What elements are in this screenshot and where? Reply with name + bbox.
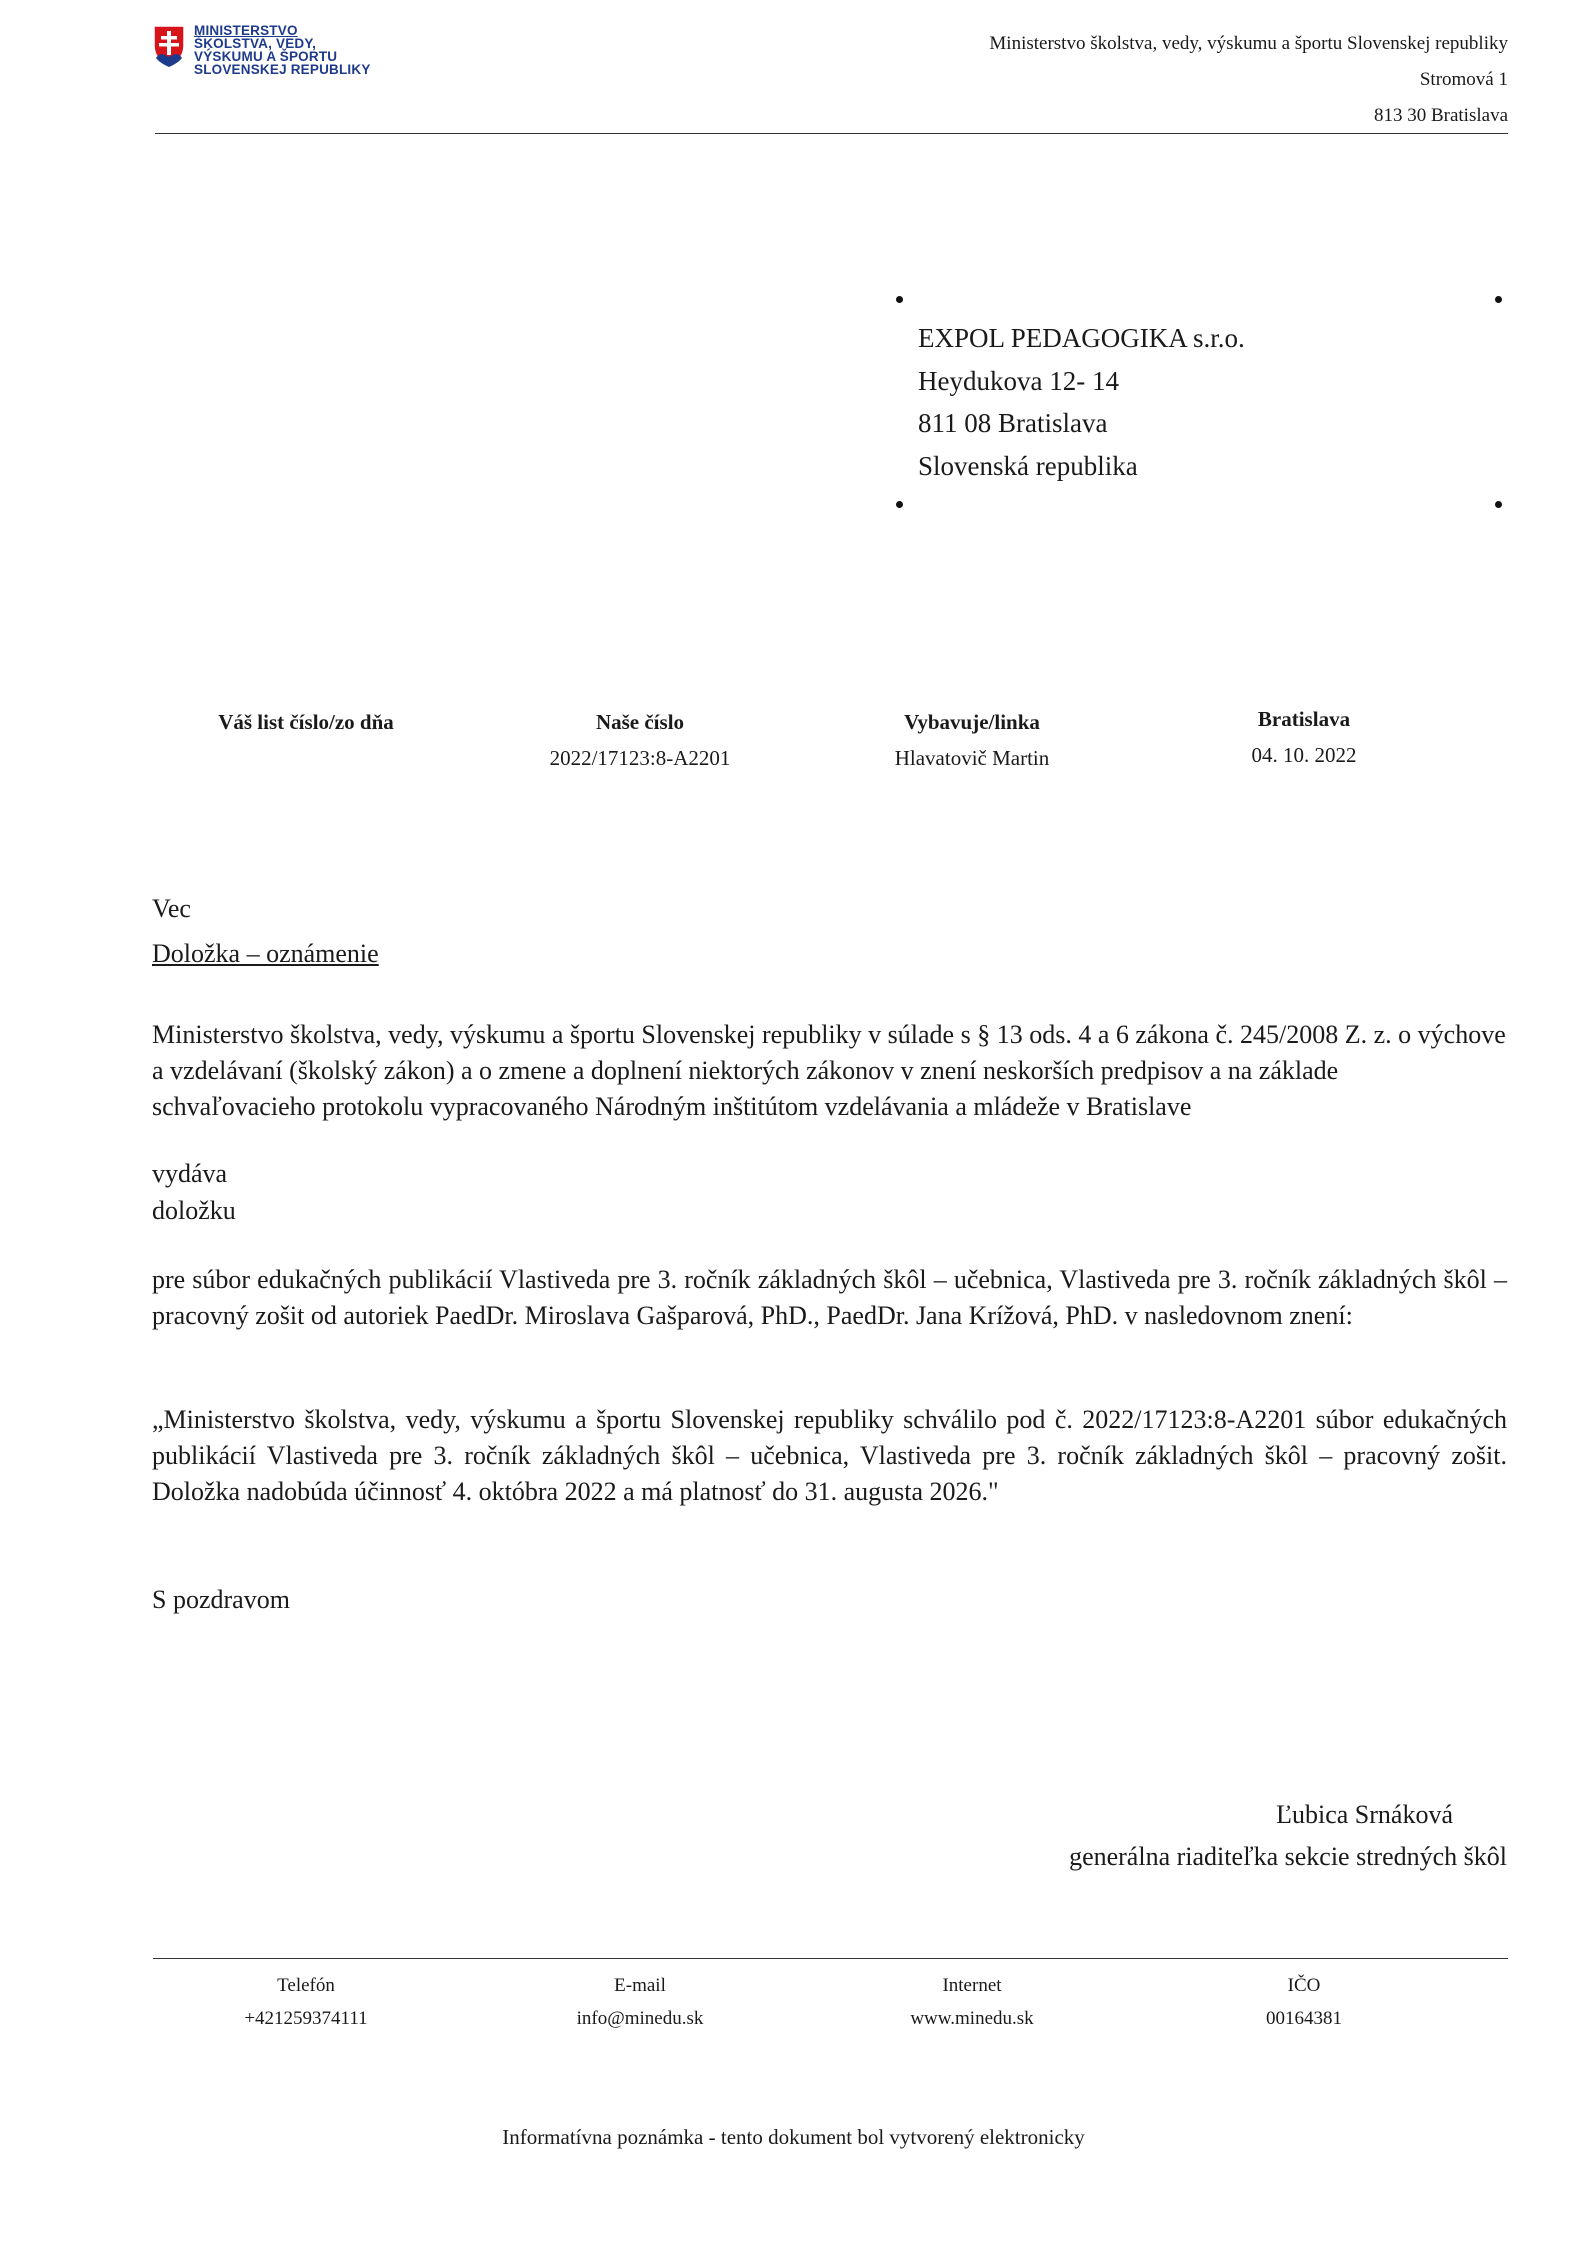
body-paragraph-2: pre súbor edukačných publikácií Vlastiveda pre 3. ročník základných škôl – učebnica, Vlastiveda pre 3. ročník základných škôl – pracovný zošit od autoriek PaedDr. Miroslava Gašparová, PhD., PaedDr. Jana Krížová, PhD. v nasledovnom znení:	[152, 1265, 1507, 1330]
body-issues: vydáva	[152, 1159, 228, 1188]
ref-place-date	[1154, 701, 1454, 773]
logo-line: MINISTERSTVO	[194, 23, 298, 38]
footer-ico-value: 00164381	[1266, 2008, 1342, 2029]
closing-greeting: S pozdravom	[152, 1585, 290, 1614]
sender-address	[989, 26, 1508, 134]
ref-handled-by	[822, 704, 1122, 776]
footer-divider	[153, 1958, 1508, 1959]
recipient-line: 811 08 Bratislava	[918, 408, 1108, 438]
signature-block	[1069, 1794, 1507, 1878]
ref-our-number-label: Naše číslo	[595, 710, 685, 734]
footer-phone	[156, 1969, 456, 2035]
logo-wordmark	[194, 24, 371, 76]
ref-your-letter	[156, 704, 456, 740]
ref-handled-by-value: Hlavatovič Martin	[894, 746, 1050, 770]
ref-our-number-value: 2022/17123:8-A2201	[549, 746, 731, 770]
recipient-line: Slovenská republika	[918, 450, 1138, 481]
sender-street: Stromová 1	[1419, 69, 1508, 90]
recipient-line: EXPOL PEDAGOGIKA s.r.o.	[918, 323, 1245, 353]
ref-place: Bratislava	[1257, 707, 1351, 731]
window-mark-top-left	[896, 296, 903, 303]
footer-web	[822, 1969, 1122, 2035]
logo-line: SLOVENSKEJ REPUBLIKY	[194, 62, 371, 77]
footer-web-label: Internet	[942, 1975, 1002, 1996]
body-paragraph-3: „Ministerstvo školstva, vedy, výskumu a športu Slovenskej republiky schválilo pod č. 2022/17123:8-A2201 súbor edukačných publikácií Vlastiveda pre 3. ročník základných škôl – učebnica, Vlastiveda pre 3. ročník základných škôl – pracovný zošit. Doložka nadobúda účinnosť 4. októbra 2022 a má platnosť do 31. augusta 2026."	[152, 1405, 1507, 1506]
ref-our-number	[490, 704, 790, 776]
window-mark-bottom-right	[1495, 501, 1502, 508]
informative-note: Informatívna poznámka - tento dokument bol vytvorený elektronicky	[502, 2125, 1085, 2149]
body-clause: doložku	[152, 1196, 236, 1225]
footer-email	[490, 1969, 790, 2035]
sender-city: 813 30 Bratislava	[1373, 105, 1508, 126]
recipient-line: Heydukova 12- 14	[918, 365, 1119, 396]
footer-phone-value: +421259374111	[244, 2008, 368, 2029]
signatory-name: Ľubica Srnáková	[1276, 1800, 1453, 1829]
signatory-title: generálna riaditeľka sekcie stredných škôl	[1069, 1842, 1507, 1871]
slovak-emblem-icon	[152, 24, 186, 68]
logo-line: VÝSKUMU A ŠPORTU	[194, 49, 338, 64]
ministry-logo	[152, 22, 371, 92]
ref-date: 04. 10. 2022	[1251, 743, 1357, 767]
recipient-address	[918, 317, 1245, 487]
window-mark-top-right	[1495, 296, 1502, 303]
window-mark-bottom-left	[896, 501, 903, 508]
sender-org-name: Ministerstvo školstva, vedy, výskumu a športu Slovenskej republiky	[989, 33, 1508, 54]
subject-title: Doložka – oznámenie	[152, 939, 379, 968]
header-divider	[155, 133, 1508, 134]
subject-label: Vec	[152, 894, 191, 923]
logo-line: ŠKOLSTVA, VEDY,	[194, 36, 317, 51]
footer-phone-label: Telefón	[277, 1975, 335, 1996]
footer-ico	[1154, 1969, 1454, 2035]
body-paragraph-1: Ministerstvo školstva, vedy, výskumu a športu Slovenskej republiky v súlade s § 13 ods. 4 a 6 zákona č. 245/2008 Z. z. o výchove a vzdelávaní (školský zákon) a o zmene a doplnení niektorých zákonov v znení neskorších predpisov a na základe schvaľovacieho protokolu vypracovaného Národným inštitútom vzdelávania a mládeže v Bratislave	[152, 1020, 1506, 1121]
footer-ico-label: IČO	[1287, 1975, 1321, 1996]
footer-web-value: www.minedu.sk	[910, 2008, 1034, 2029]
footer-email-value: info@minedu.sk	[576, 2008, 704, 2029]
ref-your-letter-label: Váš list číslo/zo dňa	[218, 710, 394, 734]
footer-email-label: E-mail	[614, 1975, 666, 1996]
ref-handled-by-label: Vybavuje/linka	[904, 710, 1040, 734]
